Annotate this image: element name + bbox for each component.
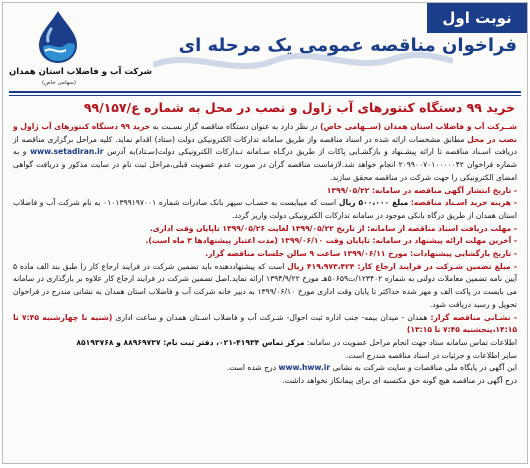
water-drop-logo-icon (31, 9, 85, 65)
setad-link[interactable]: www.setadiran.ir (30, 147, 104, 157)
document-fee-text: است که میبایست به حسـاب سپهر بانک صادرات شماره ۰۱۰۱۳۹۹۱۹۷۰۰۱ به نام شرکت آب و فاضلاب استان همدان از طریق درگاه بانکی موجود در سامانه تدارکات الکترونیکی دولت واریز گردد. (13, 198, 517, 220)
document-fee (13, 197, 517, 222)
address (13, 312, 517, 337)
intro-text: و به شماره فراخوان ۲۰۹۹۰۰۷۰۱۰۰۰۰۰۴۲ انجام خواهد شد.لازماست مناقصه گران در صورت عدم عضویت قبلی،مراحل ثبت نام در سایت مذکور و دریافت گواهی امضای الکترونیکی را جهت شرکت در مناقصه محقق سازند. (13, 147, 517, 182)
document-fee-label: - هزینه خرید اسـناد مناقصه: (410, 198, 517, 208)
publication-note (13, 362, 517, 375)
publication-text: این آگهی در پایگاه ملی مناقصات و سایت شرکت به نشانی (332, 363, 517, 373)
submission-deadline: - آخرین مهلت ارائه پیشنهاد در سامانه: تاپایان وقت ۱۳۹۹/۰۶/۱۰ (مدت اعتبار پیشنهادها ۳ ماه است). (145, 236, 517, 246)
tender-notice (2, 2, 528, 464)
publish-date: - تاریخ انتشار آگهی مناقصه در سامانه: ۱۳۹۹/۰۵/۲۲ (326, 185, 517, 195)
contact-numbers: مرکز تماس ۴۱۹۳۴-۰۲۱، دفتر ثبت نام: ۸۸۹۶۹۷۳۷ و ۸۵۱۹۳۷۶۸ (76, 337, 305, 347)
address-label: - نشـانی مناقصه گزار: (430, 312, 517, 322)
office-hours: (شنبه تا چهارشنبه ۷:۴۵ تا ۱۴:۱۵،پنجشنبه ۷:۴۵ تا ۱۳:۱۵) (13, 312, 517, 335)
contact-label: اطلاعات تماس سامانه ستاد جهت انجام مراحل عضویت در سامانه: (306, 337, 517, 347)
tender-subject: خرید ۹۹ دستگاه کنتورهای آب ژاول و نصب در محل به شماره ع/۹۹/۱۵۷ (83, 100, 515, 115)
document-deadline: - مهلت دریافت اسناد مناقصه از سامانه: از تاریخ ۱۳۹۹/۰۵/۲۲ لغایت ۱۳۹۹/۰۵/۲۶ تاپایان وقت اداری. (149, 223, 517, 233)
guarantee-text: است که پیشنهاددهنده باید تضمین شرکت در فرایند ارجاع کار را طبق بند الف ماده ۵ آیین نامه تضمین معاملات دولتی به شماره ۱۲۳۴۰۲/ت۵۰۶۵۹هـ مورخ ۱۳۹۴/۹/۲۲ ارائه نماید.اصل تضمین شرکت در فرایند ارجاع کار علاوه بر بارگذاری در سامانه می بایست در پاکت الف و مهر شده حداکثر تا پایان وقت اداری مورخ ۱۳۹۹/۰۶/۱۰ به دبیر خانه شرکت آب و فاضلاب استان همدان به نشانی مندرج در فراخوان تحویل و رسید دریافت شود. (13, 261, 517, 309)
divider (9, 95, 521, 96)
guarantee (13, 261, 517, 312)
company-site-link[interactable]: www.hww.ir (278, 363, 331, 373)
address-text: همدان - میدان بیمه- جنب اداره ثبت احوال- شـرکت آب و فاضلاب اسـتان همدان و ساعت اداری (115, 312, 428, 322)
intro-paragraph (13, 121, 517, 185)
company-type: (سهامی خاص) (41, 80, 77, 86)
intro-text: مطابق مشخصات ارائه شده در اسناد مناقصه واز طریق سامانه تدارکات الکترونیکی دولت (ستاد) اقدام نماید. کلیه مراحل برگزاری مناقصه از دریافت اسـناد مناقصه تا ارائه پیشـنهاد و بازگشـایی پاکات از طریق درگـاه سـامانه تـدارکات الکترونیکی دولت(سـتاد)به آدرس (13, 134, 517, 157)
tender-item: خرید ۹۹ دستگاه کنتورهای آب ژاول و نصب در محل (13, 122, 517, 144)
divider (9, 91, 521, 93)
page-title: فراخوان مناقصه عمومی یک مرحله ای (178, 35, 517, 56)
intro-text: در نظر دارد به عنوان دستگاه مناقصه گزار نسـبت به (152, 122, 318, 131)
guarantee-amount: - مبلغ تضمین شـرکت در فرایند ارجاع کار: ۴۱۹،۹۷۳،۴۲۴ ریال (287, 261, 517, 271)
company-logo (9, 9, 152, 93)
document-fee-amount: مبلغ ۵۰۰،۰۰۰ ریال (338, 198, 409, 208)
contact-info (13, 337, 517, 350)
issuer-name: شــرکت آب و فاضلاب استان همدان (ســهامی خاص) (320, 122, 517, 131)
tender-body (13, 121, 517, 388)
publication-text: درج شده است. (226, 363, 277, 373)
disclaimer: درج آگهی در مناقصه هیچ گونه حق مکتسبه ای برای پیمانکار نخواهد داشت. (282, 376, 517, 386)
more-info: سایر اطلاعات و جزئیات در اسناد مناقصه مندرج است. (345, 350, 517, 360)
company-name: شرکت آب و فاضلاب استان همدان (9, 67, 152, 77)
opening-date: - تاریخ بازگشایی پیشنهادات: مورخ ۱۳۹۹/۰۶/۱۱ ساعت ۹ سالن جلسات مناقصه گزار. (205, 249, 517, 259)
notice-round-tag: نوبت اول (427, 3, 527, 33)
